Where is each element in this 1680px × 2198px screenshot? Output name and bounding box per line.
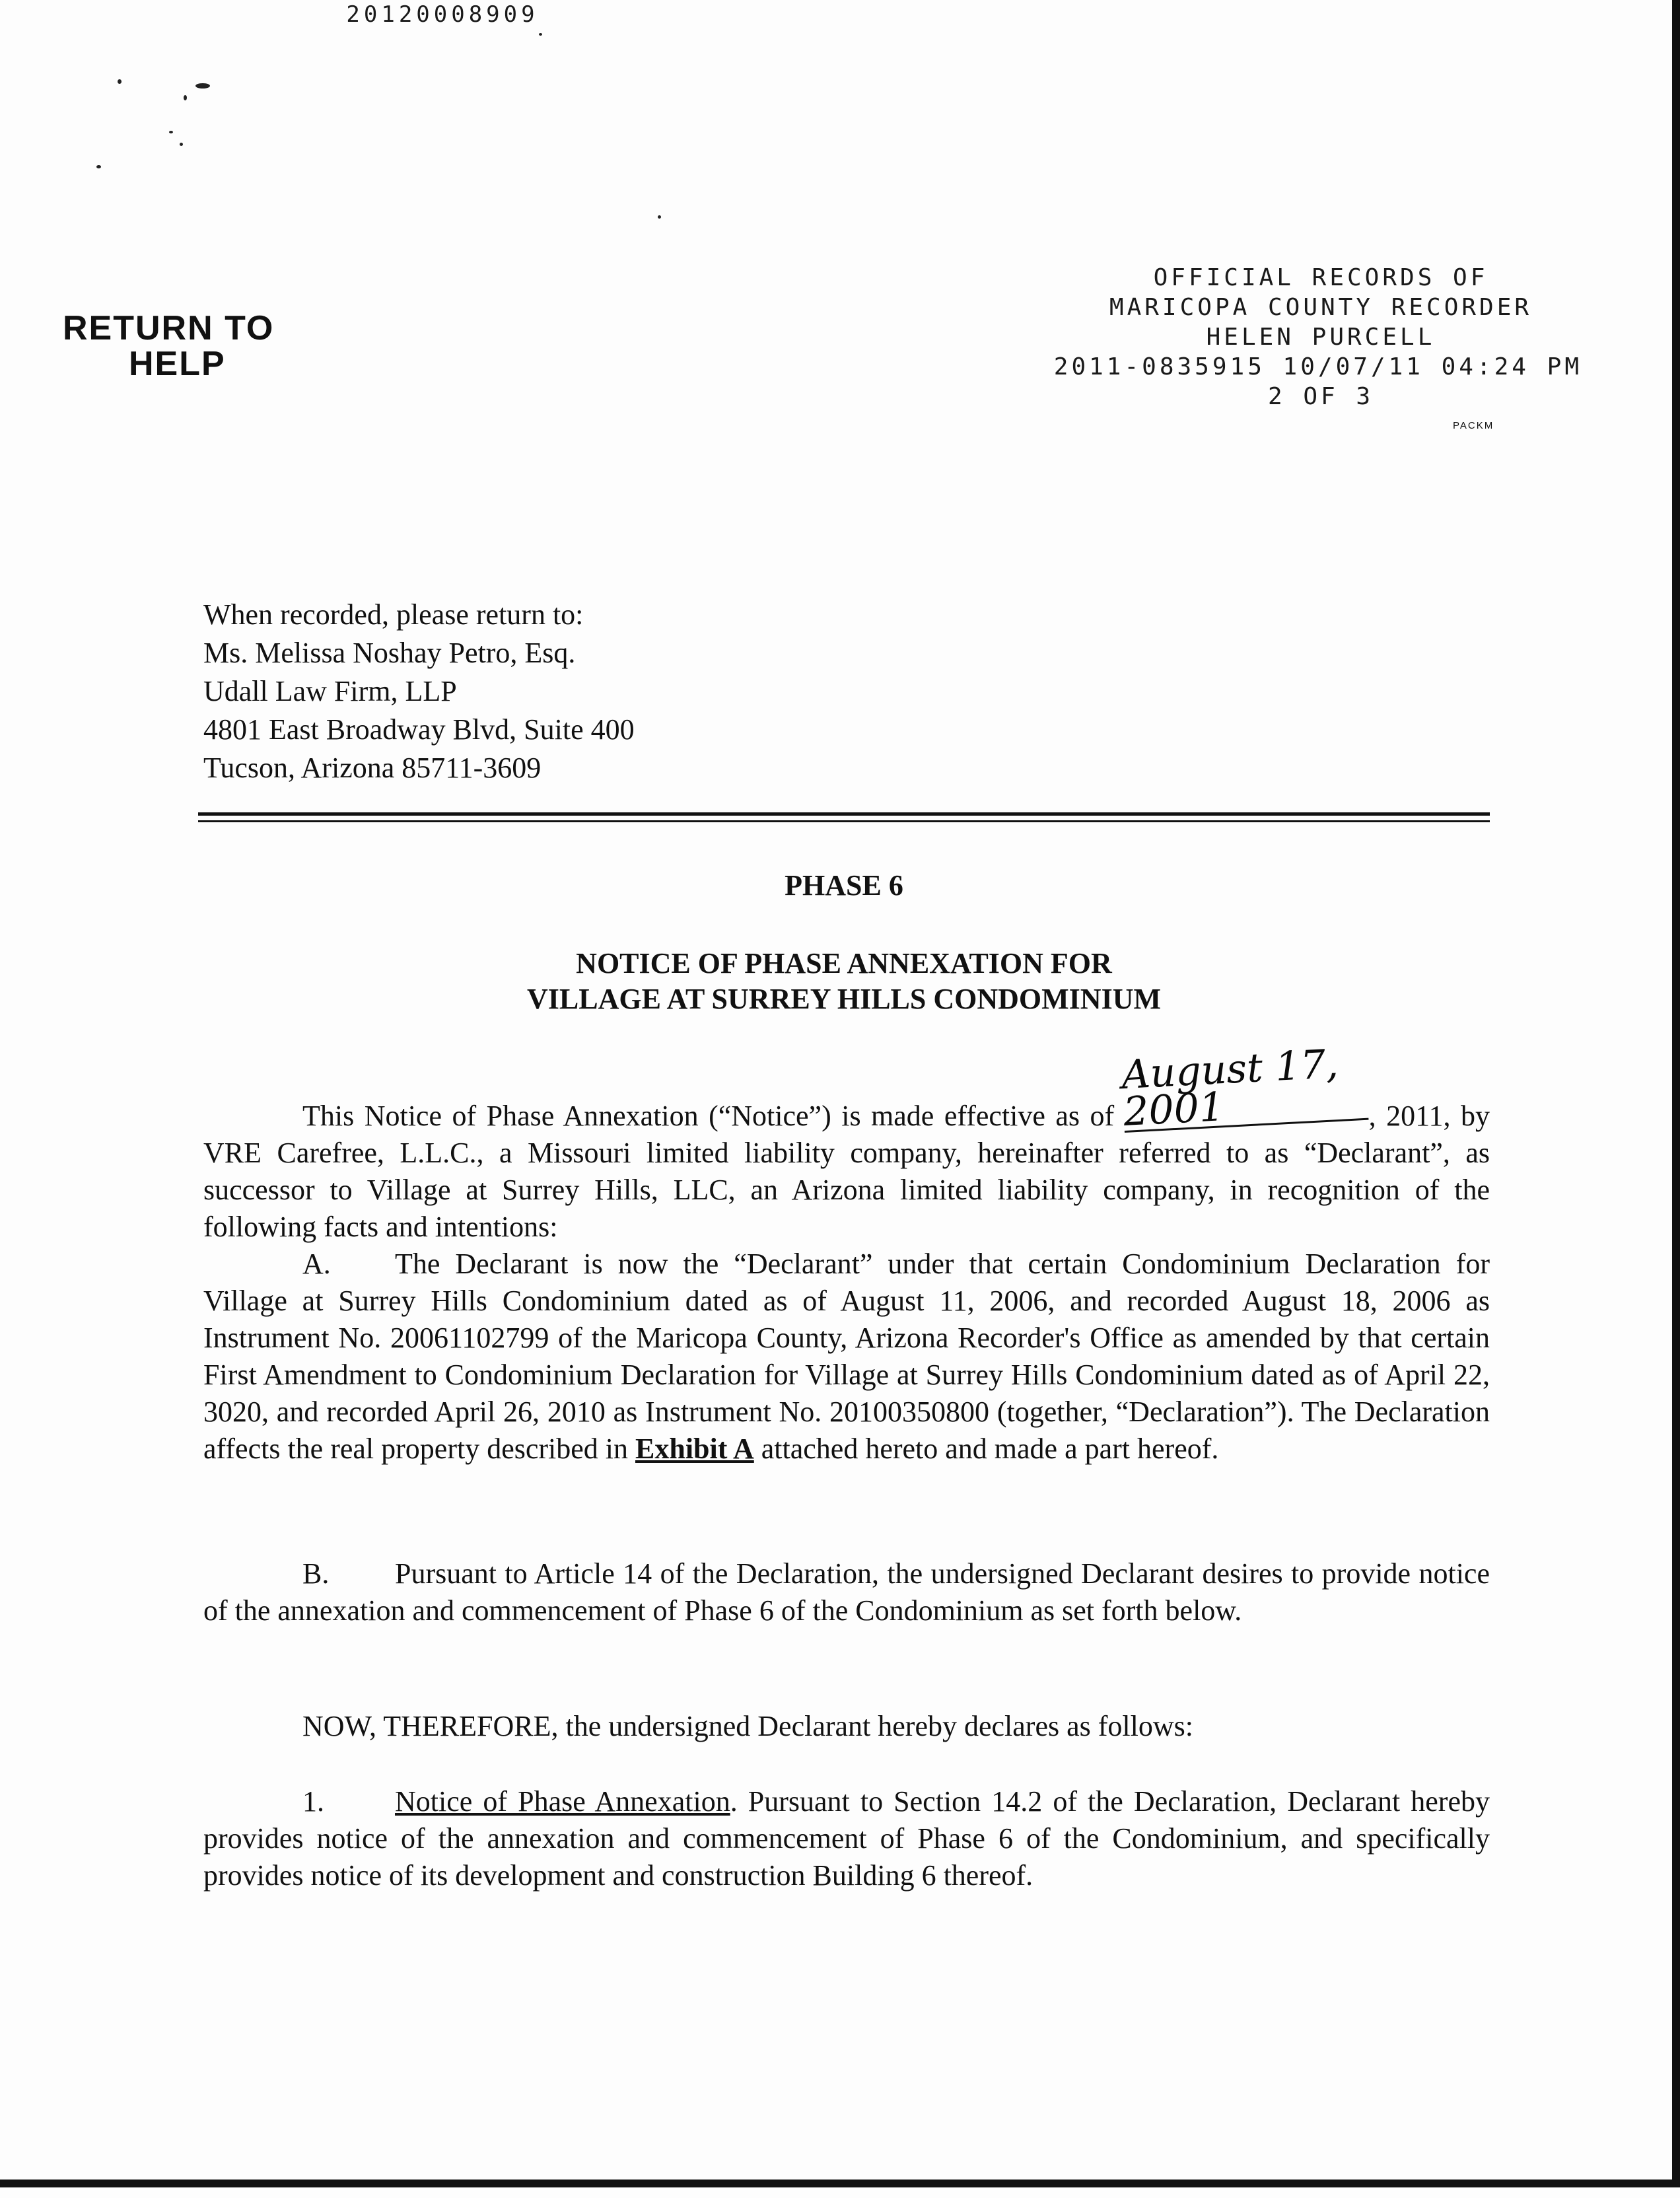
recital-text: Pursuant to Article 14 of the Declaration, the undersigned Declarant desires to provide notice of the annexation and commencement of Phase 6 of the Condominium as set forth below. (203, 1557, 1490, 1627)
intro-text-continued: , 2011, by VRE Carefree, L.L.C., a Missouri limited liability company, hereinafter referred to as “Declarant”, as successor to Village at Surrey Hills, LLC, an Arizona limited liability company, in recognition of the following facts and intentions: (203, 1100, 1490, 1243)
recital-label: A. (302, 1248, 331, 1280)
recital-label: B. (302, 1557, 330, 1590)
phase-heading: PHASE 6 (785, 869, 903, 902)
exhibit-reference: Exhibit A (635, 1433, 754, 1465)
now-therefore-text: NOW, THEREFORE, the undersigned Declarant hereby declares as follows: (302, 1710, 1193, 1742)
recorder-line: MARICOPA COUNTY RECORDER (1109, 294, 1533, 321)
return-address (203, 596, 635, 787)
recital-a (203, 1246, 1490, 1468)
address-line: Ms. Melissa Noshay Petro, Esq. (203, 637, 576, 669)
recorder-line: OFFICIAL RECORDS OF (1153, 264, 1488, 291)
address-line: When recorded, please return to: (203, 598, 584, 631)
intro-text: This Notice of Phase Annexation (“Notice”) is made effective as of (302, 1100, 1125, 1132)
scan-border (0, 2180, 1680, 2187)
recorder-line: HELEN PURCELL (1206, 324, 1436, 351)
intro-paragraph (203, 1040, 1490, 1246)
recital-text-continued: attached hereto and made a part hereof. (753, 1433, 1219, 1465)
scan-speck (96, 165, 101, 168)
divider-rule (198, 820, 1490, 822)
section-text: . Pursuant to Section 14.2 of the Declaration, Declarant hereby provides notice of the annexation and commencement of Phase 6 of the Condominium, and specifically provides notice of its development and construction Building 6 thereof. (203, 1785, 1490, 1892)
address-line: 4801 East Broadway Blvd, Suite 400 (203, 713, 635, 746)
document-title (198, 946, 1490, 1017)
scan-speck (658, 215, 661, 219)
recital-b (203, 1555, 1490, 1629)
scan-speck (180, 143, 183, 146)
handwritten-date: August 17, 2001 (1121, 1044, 1369, 1133)
packet-code: PACKM (1453, 420, 1494, 431)
address-line: Udall Law Firm, LLP (203, 675, 457, 707)
stamp-line: HELP (129, 345, 226, 383)
page-count: 2 OF 3 (1267, 383, 1374, 410)
scan-border (1672, 0, 1680, 2187)
title-line: NOTICE OF PHASE ANNEXATION FOR (576, 947, 1112, 979)
recital-text: The Declarant is now the “Declarant” under that certain Condominium Declaration for Village at Surrey Hills Condominium dated as of August 11, 2006, and recorded August 18, 2006 as Instrument No. 20061102799 of the Maricopa County, Arizona Recorder's Office as amended by that certain First Amendment to Condominium Declaration for Village at Surrey Hills Condominium dated as of April 22, 3020, and recorded April 26, 2010 as Instrument No. 20100350800 (together, “Declaration”). The Declaration affects the real property described in (203, 1248, 1490, 1465)
title-line: VILLAGE AT SURREY HILLS CONDOMINIUM (526, 983, 1161, 1015)
scan-speck (118, 79, 122, 84)
document-number: 20120008909 (346, 1, 539, 28)
address-line: Tucson, Arizona 85711-3609 (203, 752, 542, 784)
section-number: 1. (302, 1785, 324, 1818)
scan-speck (169, 131, 173, 133)
now-therefore-paragraph (203, 1708, 1490, 1745)
recording-number: 2011-0835915 10/07/11 04:24 PM (1053, 353, 1582, 380)
stamp-line: RETURN TO (63, 309, 275, 347)
divider-rule (198, 812, 1490, 816)
scan-speck (539, 33, 542, 36)
section-1 (203, 1783, 1490, 1894)
section-heading: Notice of Phase Annexation (395, 1785, 730, 1818)
recorder-stamp (1050, 263, 1592, 411)
return-to-stamp (63, 310, 274, 382)
scan-speck (184, 95, 187, 100)
scan-speck (195, 83, 210, 89)
